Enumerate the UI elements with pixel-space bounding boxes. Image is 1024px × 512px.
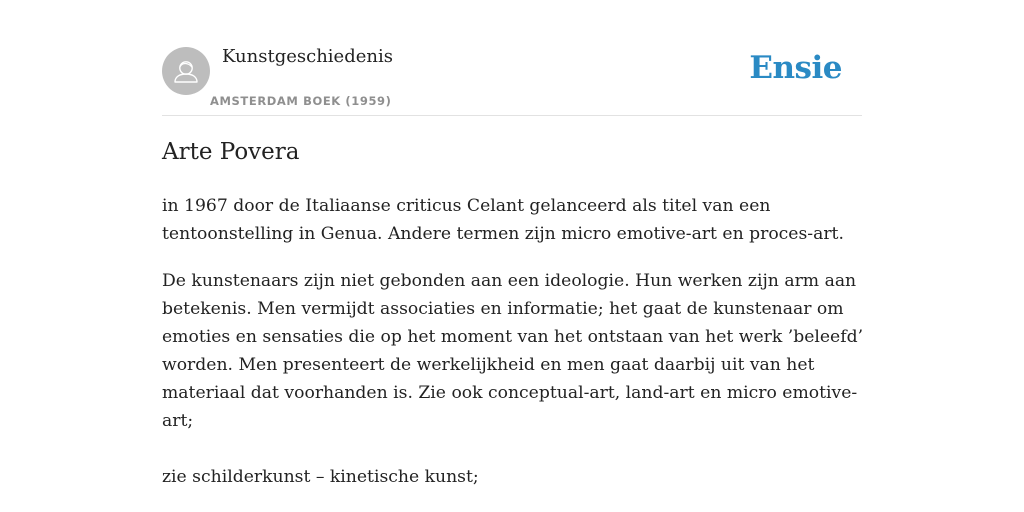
paragraph-line: De kunstenaars zijn niet gebonden aan een ideologie. Hun werken zijn arm aan <box>162 271 857 291</box>
source-subtitle: AMSTERDAM BOEK (1959) <box>210 94 392 108</box>
article-paragraph-2 <box>162 267 862 435</box>
article-title: Arte Povera <box>162 139 300 165</box>
paragraph-line: zie schilderkunst – kinetische kunst; <box>162 467 479 487</box>
article-paragraph-3 <box>162 463 862 491</box>
avatar[interactable] <box>162 47 210 95</box>
paragraph-line: in 1967 door de Italiaanse criticus Celant gelanceerd als titel van een <box>162 196 771 216</box>
ensie-logo[interactable]: Ensie <box>749 50 842 86</box>
source-header <box>162 0 862 116</box>
paragraph-line: materiaal dat voorhanden is. Zie ook conceptual-art, land-art en micro emotive- <box>162 383 858 403</box>
source-title-link[interactable]: Kunstgeschiedenis <box>222 46 393 67</box>
page-container <box>162 0 862 512</box>
paragraph-line: art; <box>162 411 194 431</box>
paragraph-line: tentoonstelling in Genua. Andere termen zijn micro emotive-art en proces-art. <box>162 224 844 244</box>
paragraph-line: worden. Men presenteert de werkelijkheid en men gaat daarbij uit van het <box>162 355 815 375</box>
paragraph-line: emoties en sensaties die op het moment van het ontstaan van het werk ’beleefd’ <box>162 327 864 347</box>
user-icon <box>162 47 210 95</box>
article-paragraph-1 <box>162 192 862 248</box>
paragraph-line: betekenis. Men vermijdt associaties en informatie; het gaat de kunstenaar om <box>162 299 844 319</box>
